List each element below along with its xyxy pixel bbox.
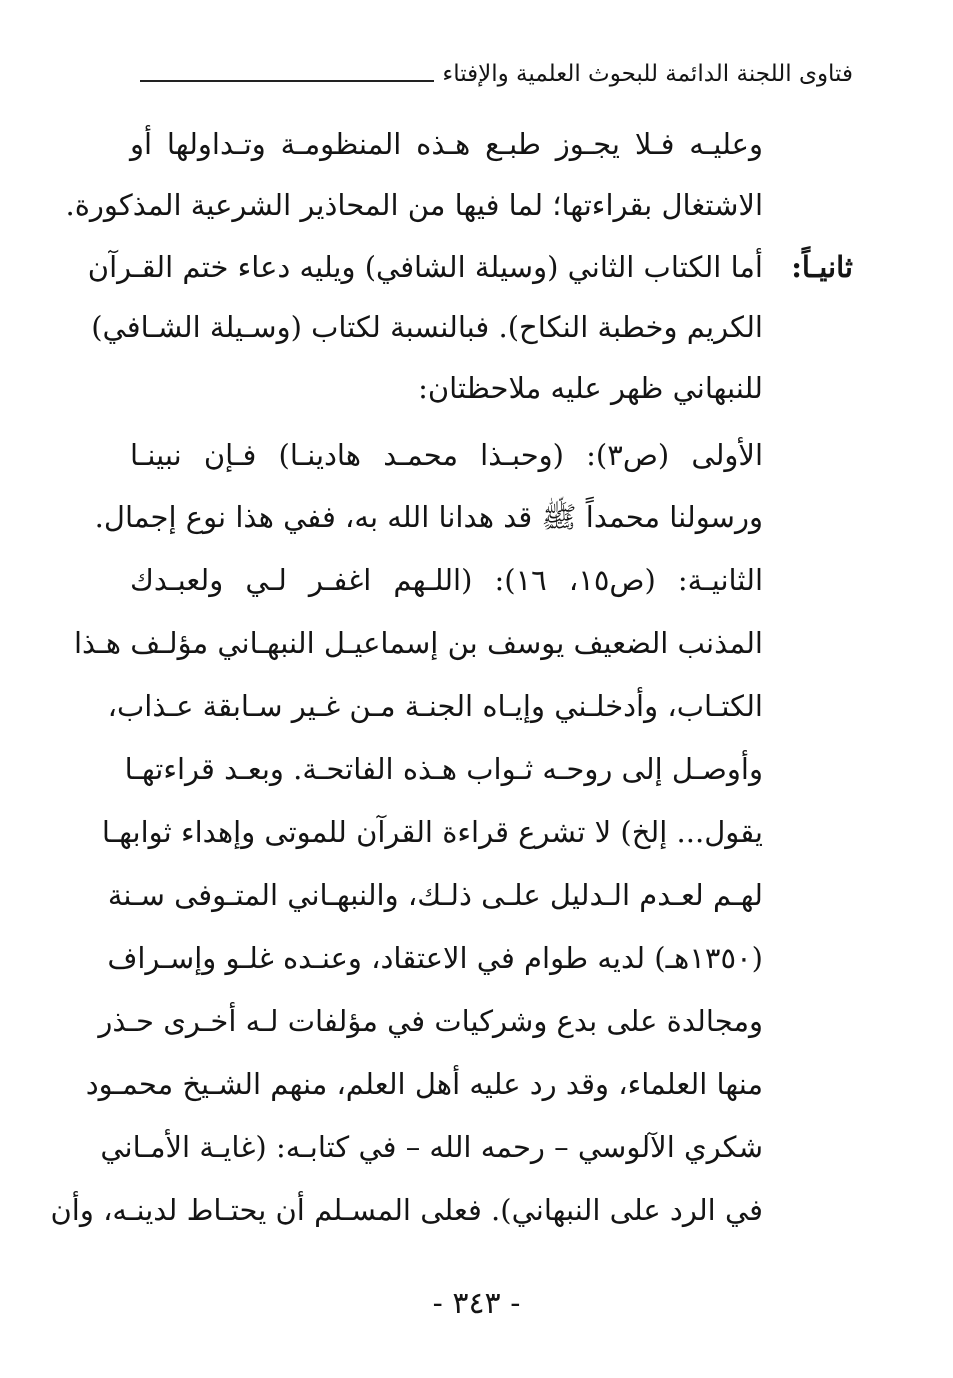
body-line: وأوصـل إلى روحـه ثـواب هـذه الفاتحـة. وبعـد قراءتهـا [124, 752, 763, 786]
body-line: الثانيـة: (ص١٥، ١٦): (اللـهم اغفـر لـي ولعبـدك [130, 563, 764, 597]
section-label: ثانيـاً: [791, 250, 853, 284]
body-line: في الرد على النبهاني). فعلى المسـلم أن يحتـاط لدينـه، وأن [50, 1193, 763, 1227]
header-rule [140, 80, 434, 82]
body-line: الكتـاب، وأدخلـني وإيـاه الجنـة مـن غـير سـابقة عـذاب، [107, 689, 763, 723]
body-line: للنبهاني ظهر عليه ملاحظتان: [418, 371, 763, 405]
body-line: المذنب الضعيف يوسف بن إسماعيـل النبهـاني مؤلـف هـذا [73, 626, 763, 660]
body-line: ورسولنا محمداً ﷺ قد هدانا الله به، ففي هذا نوع إجمال. [94, 500, 763, 534]
running-header [140, 52, 853, 96]
body-line: الأولى (ص٣): (وحبـذا محمـد هادينـا) فـإن نبينـا [130, 438, 764, 472]
body-line: الاشتغال بقراءتها؛ لما فيها من المحاذير الشرعية المذكورة. [65, 188, 763, 222]
body-line: وعليـه فـلا يجـوز طبـع هـذه المنظومـة وتـداولها أو [130, 127, 763, 161]
body-line: يقول... إلخ) لا تشرع قراءة القرآن للموتى وإهداء ثوابهـا [101, 815, 763, 849]
body-line: ومجالدة على بدع وشركيات في مؤلفات لـه أخـرى حـذر [98, 1004, 763, 1038]
body-line: أما الكتاب الثاني (وسيلة الشافي) ويليه دعاء ختم القـرآن [87, 250, 763, 284]
header-title: فتاوى اللجنة الدائمة للبحوث العلمية والإفتاء [442, 61, 853, 87]
body-line: منها العلماء، وقد رد عليه أهل العلم، منهم الشـيخ محمـود [85, 1067, 763, 1101]
page-number: - ٣٤٣ - [432, 1286, 521, 1321]
body-line: شكري الآلوسي – رحمه الله – في كتابـه: (غايـة الأمـاني [100, 1130, 763, 1164]
body-line: الكريم وخطبة النكاح). فبالنسبة لكتاب (وسـيلة الشـافي) [91, 310, 763, 344]
body-line: لهـم لعـدم الـدليل علـى ذلـك، والنبهـاني المتـوفى سـنة [107, 878, 763, 912]
body-line: (١٣٥٠هـ) لديه طوام في الاعتقاد، وعنـده غلـو وإسـراف [107, 941, 763, 975]
